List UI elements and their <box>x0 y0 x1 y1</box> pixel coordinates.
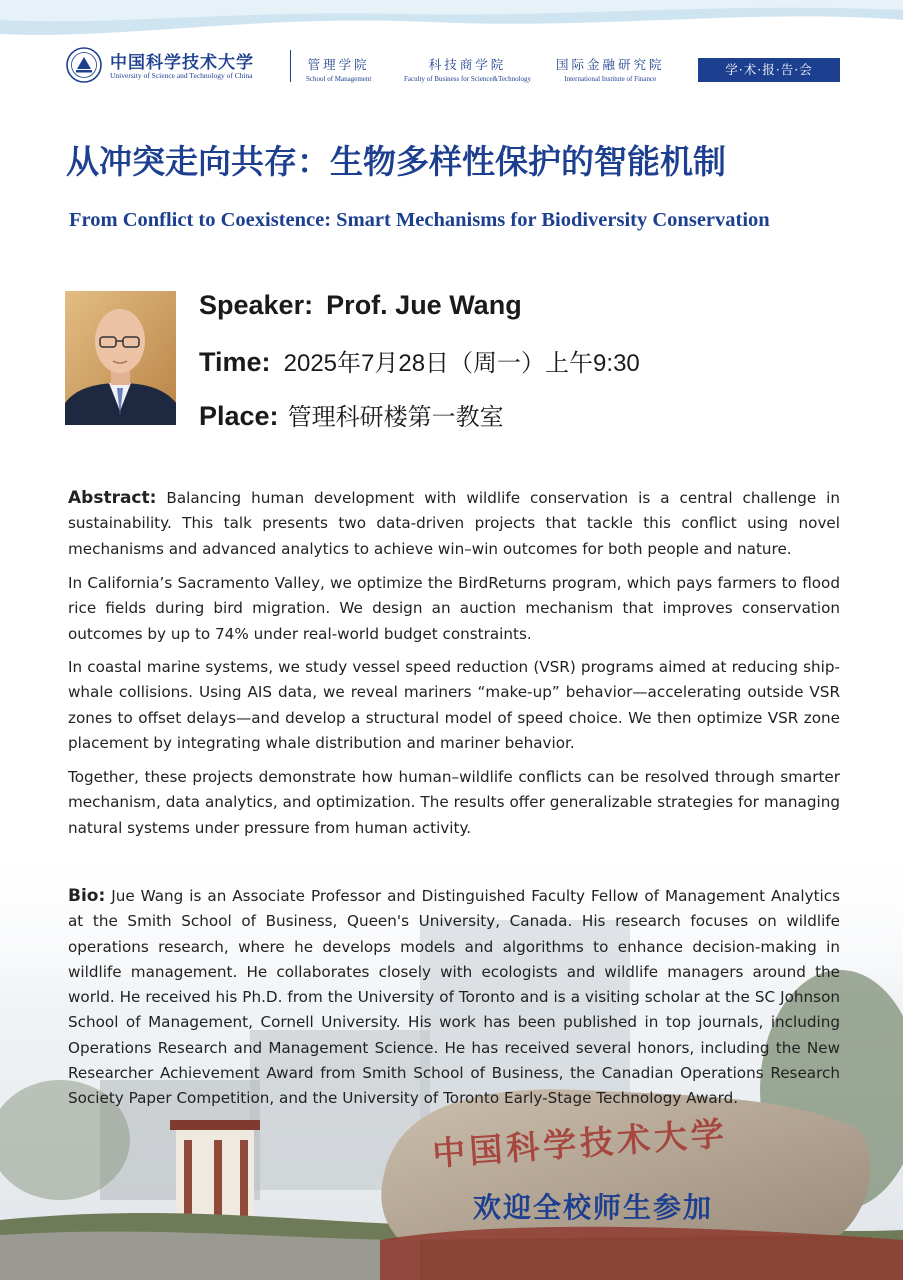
school-name-en: School of Management <box>306 75 372 83</box>
bio-label: Bio: <box>68 886 106 906</box>
abstract-label: Abstract: <box>68 488 157 508</box>
ustc-name-en: University of Science and Technology of China <box>110 71 253 80</box>
abstract-paragraph-1 <box>68 486 840 562</box>
header-divider <box>290 50 291 82</box>
speaker-label: Speaker: <box>199 290 314 320</box>
bio-text: Jue Wang is an Associate Professor and Distinguished Faculty Fellow of Management Analytics at the Smith School of Business, Queen's University, Canada. His research focuses on wildlife operations research, where he develops models and algorithms to enhance decision-making in wildlife management. He collaborates closely with ecologists and wildlife managers around the world. He received his Ph.D. from the University of Toronto and is a visiting scholar at the SC Johnson School of Management, Cornell University. His work has been published in top journals, including Operations Research and Management Science. He has received several honors, including the New Researcher Achievement Award from Smith School of Business, the Canadian Operations Research Society Paper Competition, and the University of Toronto Early-Stage Technology Award. <box>68 887 841 1108</box>
time-row <box>199 343 640 378</box>
bio-paragraph <box>68 884 840 1112</box>
abstract-paragraph-2: In California’s Sacramento Valley, we optimize the BirdReturns program, which pays farmers to flood rice fields during bird migration. We design an auction mechanism that improves conservation outcomes by up to 74% under real-world budget constraints. <box>68 574 840 643</box>
welcome-text: 欢迎全校师生参加 <box>473 1191 714 1224</box>
speaker-photo <box>65 291 176 425</box>
school-name-cn: 国际金融研究院 <box>556 57 665 72</box>
abstract-paragraph-3: In coastal marine systems, we study vessel speed reduction (VSR) programs aimed at reducing ship-whale collisions. Using AIS data, we reveal mariners “make-up” behavior—accelerating outside VSR zones to offset delays—and develop a structural model of speed choice. We then optimize VSR zone placement by integrating whale distribution and mariner behavior. <box>68 658 840 752</box>
ustc-name-cn: 中国科学技术大学 <box>110 53 254 73</box>
title-cn: 从冲突走向共存：生物多样性保护的智能机制 <box>66 142 726 181</box>
speaker-row <box>199 290 522 321</box>
abstract-paragraph-4: Together, these projects demonstrate how human–wildlife conflicts can be resolved through smarter mechanism, data analytics, and optimization. The results offer generalizable strategies for managing natural systems under pressure from human activity. <box>68 768 840 837</box>
title-en: From Conflict to Coexistence: Smart Mechanisms for Biodiversity Conservation <box>69 209 770 231</box>
school-management <box>306 55 371 83</box>
abstract-text-1: Balancing human development with wildlife conservation is a central challenge in sustainability. This talk presents two data-driven projects that tackle this conflict using novel mechanisms and advanced analytics to achieve win–win outcomes for both people and nature. <box>68 489 841 558</box>
school-name-cn: 管理学院 <box>307 57 370 72</box>
rock-inscription: 中国科学技术大学 <box>431 1113 730 1174</box>
school-name-en: Faculty of Business for Science&Technology <box>404 75 532 83</box>
place-label: Place: <box>199 401 279 431</box>
time-label: Time: <box>199 347 271 377</box>
place-row <box>199 397 504 432</box>
school-finance <box>556 55 665 83</box>
speaker-value: Prof. Jue Wang <box>326 290 522 320</box>
place-value: 管理科研楼第一教室 <box>287 404 504 431</box>
school-name-cn: 科技商学院 <box>428 57 507 72</box>
seminar-badge: 学·术·报·告·会 <box>698 58 840 82</box>
school-name-en: International Institute of Finance <box>564 75 657 83</box>
school-business-st <box>404 55 531 83</box>
time-value: 2025年7月28日（周一）上午9:30 <box>283 350 640 377</box>
ustc-seal-icon <box>66 47 102 83</box>
header-logos <box>66 44 841 86</box>
